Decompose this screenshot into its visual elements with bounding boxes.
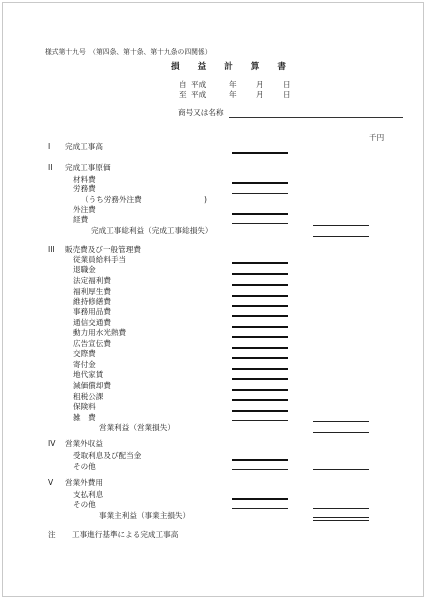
line-item: その他 (73, 462, 96, 471)
line-item-paren-close: ) (204, 195, 207, 204)
section-num-3: III (48, 245, 55, 254)
subtotal-field[interactable] (313, 225, 369, 226)
amount-field[interactable] (232, 295, 288, 297)
amount-field[interactable] (232, 223, 288, 224)
document-title: 損益計算書 (171, 62, 304, 72)
note-label: 注 (48, 530, 56, 539)
total-field[interactable] (313, 517, 369, 521)
line-item: 受取利息及び配当金 (73, 451, 142, 460)
section-heading-2: 完成工事原価 (65, 163, 111, 172)
period-to-month-unit: 月 (256, 90, 264, 99)
line-item: （うち労務外注費 (81, 195, 142, 204)
subtotal-field[interactable] (313, 508, 369, 509)
line-item: 雑 費 (73, 413, 96, 422)
amount-field[interactable] (232, 305, 288, 307)
line-item: 法定福利費 (73, 276, 111, 285)
subtotal-field[interactable] (313, 432, 369, 433)
amount-field[interactable] (232, 152, 288, 154)
business-name-label: 商号又は名称 (178, 108, 224, 117)
amount-field[interactable] (232, 193, 288, 194)
section-heading-3: 販売費及び一般管理費 (65, 245, 141, 254)
amount-field[interactable] (232, 420, 288, 421)
amount-field[interactable] (232, 378, 288, 380)
line-item: 事務用品費 (73, 307, 111, 316)
line-item: 福利厚生費 (73, 287, 111, 296)
amount-field[interactable] (232, 469, 288, 470)
amount-field[interactable] (232, 262, 288, 264)
amount-field[interactable] (232, 336, 288, 338)
line-item: 租税公課 (73, 392, 104, 401)
subtotal-field[interactable] (313, 236, 369, 237)
unit-label: 千円 (369, 133, 385, 142)
period-from-prefix: 自 (179, 80, 187, 89)
line-item: 減価償却費 (73, 381, 111, 390)
section-heading-5: 営業外費用 (65, 478, 103, 487)
period-from-year-unit: 年 (229, 80, 237, 89)
section-heading-4: 営業外収益 (65, 439, 103, 448)
line-item: 材料費 (73, 175, 96, 184)
section-num-2: II (48, 163, 53, 172)
line-item: 支払利息 (73, 490, 104, 499)
subtotal-label: 営業利益（営業損失） (99, 423, 175, 432)
section-num-5: V (48, 478, 54, 487)
section-num-1: I (48, 142, 51, 151)
amount-field[interactable] (232, 410, 288, 412)
period-from-day-unit: 日 (283, 80, 291, 89)
document-page (2, 2, 424, 597)
subtotal-label: 事業主利益（事業主損失） (99, 511, 191, 520)
amount-field[interactable] (232, 357, 288, 359)
amount-field[interactable] (232, 459, 288, 461)
section-heading-1: 完成工事高 (65, 142, 103, 151)
period-to-prefix: 至 (179, 90, 187, 99)
amount-field[interactable] (232, 315, 288, 317)
line-item: その他 (73, 500, 96, 509)
amount-field[interactable] (232, 389, 288, 391)
line-item: 地代家賃 (73, 370, 104, 379)
line-item: 通信交通費 (73, 318, 111, 327)
period-to-year-unit: 年 (229, 90, 237, 99)
subtotal-label: 完成工事総利益（完成工事総損失） (91, 226, 213, 235)
amount-field[interactable] (232, 326, 288, 328)
section-num-4: IV (48, 439, 56, 448)
note-text: 工事進行基準による完成工事高 (72, 530, 179, 539)
line-item: 経費 (73, 215, 89, 224)
form-number: 様式第十九号 （第四条、第十条、第十九条の四関係） (45, 48, 212, 56)
period-from-month-unit: 月 (256, 80, 264, 89)
subtotal-field[interactable] (313, 421, 369, 422)
line-item: 交際費 (73, 349, 96, 358)
amount-field[interactable] (232, 273, 288, 275)
period-to-era: 平成 (191, 90, 207, 99)
line-item: 広告宣伝費 (73, 339, 111, 348)
amount-field[interactable] (232, 399, 288, 401)
line-item: 維持修繕費 (73, 297, 111, 306)
amount-field[interactable] (232, 182, 288, 184)
amount-field[interactable] (232, 368, 288, 370)
line-item: 労務費 (73, 184, 96, 193)
line-item: 外注費 (73, 205, 96, 214)
subtotal-field[interactable] (313, 469, 369, 470)
amount-field[interactable] (232, 284, 288, 286)
line-item: 退職金 (73, 265, 96, 274)
business-name-field[interactable] (229, 117, 403, 118)
amount-field[interactable] (232, 213, 288, 215)
period-to-day-unit: 日 (283, 90, 291, 99)
line-item: 動力用水光熱費 (73, 328, 127, 337)
line-item: 寄付金 (73, 360, 96, 369)
line-item: 保険料 (73, 402, 96, 411)
period-from-era: 平成 (191, 80, 207, 89)
amount-field[interactable] (232, 508, 288, 509)
line-item: 従業員給料手当 (73, 255, 127, 264)
amount-field[interactable] (232, 498, 288, 500)
amount-field[interactable] (232, 347, 288, 349)
